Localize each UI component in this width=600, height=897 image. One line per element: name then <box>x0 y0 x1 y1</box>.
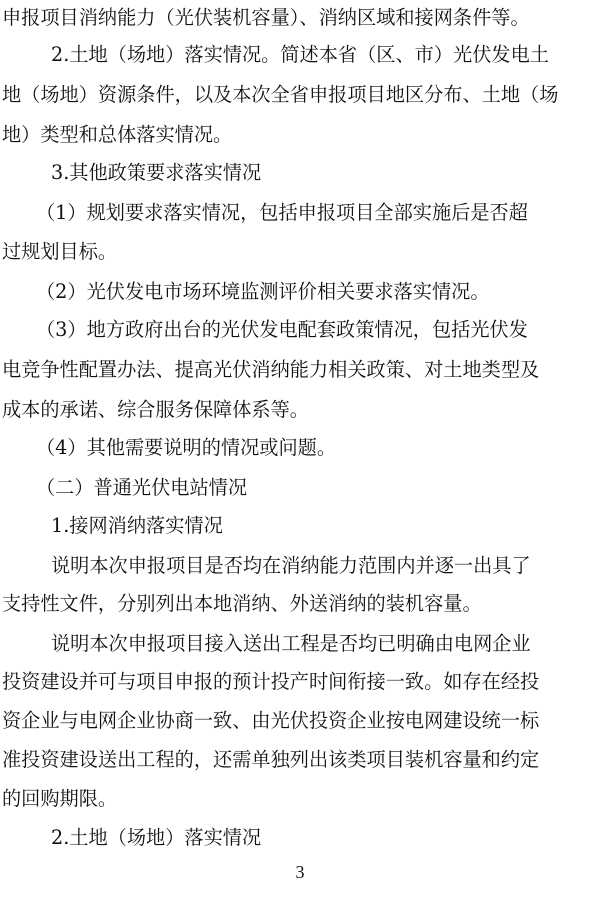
text-line: 申报项目消纳能力（光伏装机容量）、消纳区域和接网条件等。 <box>2 6 530 29</box>
text-line: 3.其他政策要求落实情况 <box>51 161 262 184</box>
text-line: 说明本次申报项目是否均在消纳能力范围内并逐一出具了 <box>51 554 531 577</box>
text-line: 地（场地）资源条件，以及本次全省申报项目地区分布、土地（场 <box>2 83 559 106</box>
text-line: 2.土地（场地）落实情况。简述本省（区、市）光伏发电土 <box>51 43 549 66</box>
text-line: 1.接网消纳落实情况 <box>51 514 223 537</box>
text-line: 成本的承诺、综合服务保障体系等。 <box>2 398 309 421</box>
text-line: （4）其他需要说明的情况或问题。 <box>36 436 337 459</box>
page-number: 3 <box>295 862 305 882</box>
text-line: 支持性文件，分别列出本地消纳、外送消纳的装机容量。 <box>2 592 482 615</box>
text-line: 资企业与电网企业协商一致、由光伏投资企业按电网建设统一标 <box>2 709 540 732</box>
text-line: 投资建设并可与项目申报的预计投产时间衔接一致。如存在经投 <box>2 670 540 693</box>
text-line: 电竞争性配置办法、提高光伏消纳能力相关政策、对土地类型及 <box>2 358 540 381</box>
text-line: 说明本次申报项目接入送出工程是否均已明确由电网企业 <box>51 632 531 655</box>
section-heading: （二）普通光伏电站情况 <box>36 476 248 499</box>
text-line: 地）类型和总体落实情况。 <box>2 123 233 146</box>
text-line: 准投资建设送出工程的，还需单独列出该类项目装机容量和约定 <box>2 748 540 771</box>
text-line: 2.土地（场地）落实情况 <box>51 826 262 849</box>
text-line: 过规划目标。 <box>2 240 118 263</box>
text-line: （1）规划要求落实情况，包括申报项目全部实施后是否超 <box>36 201 528 224</box>
text-line: 的回购期限。 <box>2 787 118 810</box>
text-line: （3）地方政府出台的光伏发电配套政策情况，包括光伏发 <box>36 318 528 341</box>
text-line: （2）光伏发电市场环境监测评价相关要求落实情况。 <box>36 280 490 303</box>
